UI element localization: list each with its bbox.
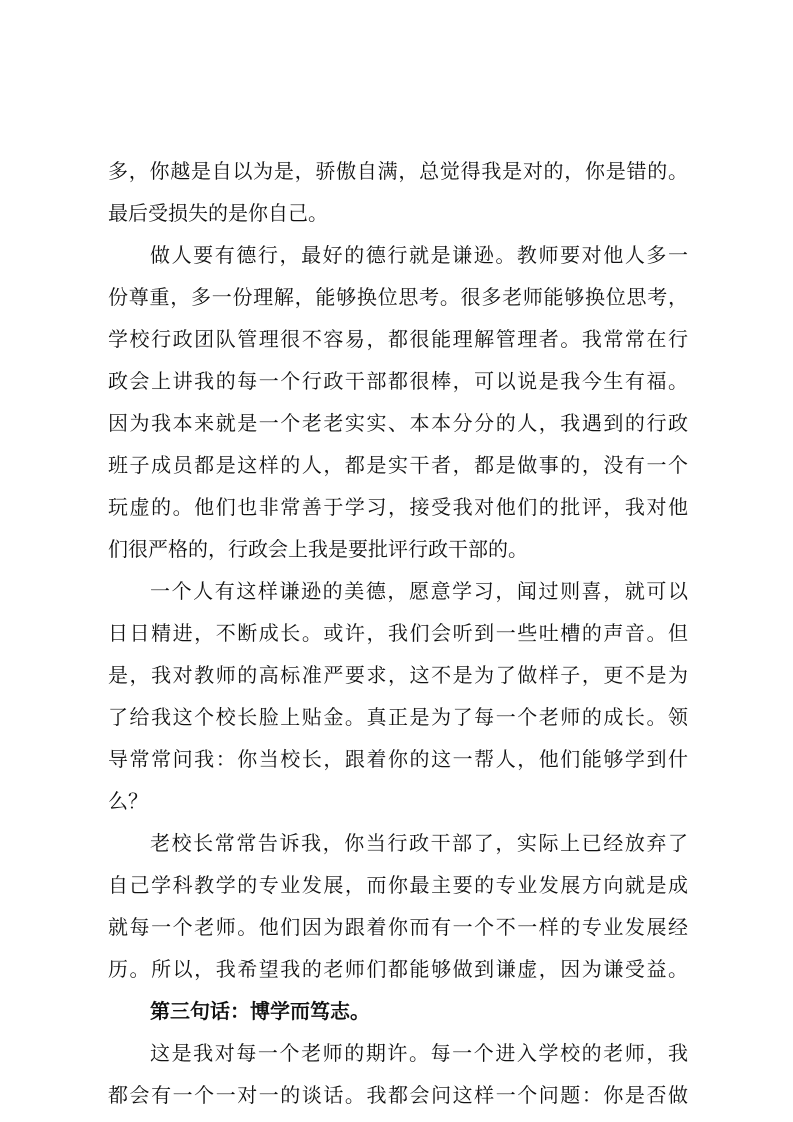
text-line: 了给我这个校长脸上贴金。真正是为了每一个老师的成长。领 — [108, 705, 688, 729]
text-line: 最后受损失的是你自己。 — [108, 201, 328, 225]
text-line: 政会上讲我的每一个行政干部都很棒，可以说是我今生有福。 — [108, 369, 688, 393]
text-line: 导常常问我：你当校长，跟着你的这一帮人，他们能够学到什 — [108, 747, 688, 771]
text-line: 老校长常常告诉我，你当行政干部了，实际上已经放弃了 — [150, 831, 688, 855]
text-line: 做人要有德行，最好的德行就是谦逊。教师要对他人多一 — [150, 243, 688, 267]
text-line: 因为我本来就是一个老老实实、本本分分的人，我遇到的行政 — [108, 411, 688, 435]
text-line: 自己学科教学的专业发展，而你最主要的专业发展方向就是成 — [108, 873, 688, 897]
text-line: 历。所以，我希望我的老师们都能够做到谦虚，因为谦受益。 — [108, 957, 688, 981]
text-line: 学校行政团队管理很不容易，都很能理解管理者。我常常在行 — [108, 327, 688, 351]
text-line: 一个人有这样谦逊的美德，愿意学习，闻过则喜，就可以 — [150, 579, 688, 603]
text-line: 这是我对每一个老师的期许。每一个进入学校的老师，我 — [150, 1041, 688, 1065]
text-line: 份尊重，多一份理解，能够换位思考。很多老师能够换位思考， — [108, 285, 688, 309]
text-line: 都会有一个一对一的谈话。我都会问这样一个问题：你是否做 — [108, 1083, 688, 1107]
text-line: 们很严格的，行政会上我是要批评行政干部的。 — [108, 537, 528, 561]
text-line: 日日精进，不断成长。或许，我们会听到一些吐槽的声音。但 — [108, 621, 688, 645]
text-line: 是，我对教师的高标准严要求，这不是为了做样子，更不是为 — [108, 663, 688, 687]
text-line: 玩虚的。他们也非常善于学习，接受我对他们的批评，我对他 — [108, 495, 688, 519]
section-heading: 第三句话：博学而笃志。 — [150, 999, 370, 1023]
document-page — [108, 150, 688, 1116]
text-line: 多，你越是自以为是，骄傲自满，总觉得我是对的，你是错的。 — [108, 159, 688, 183]
text-line: 么？ — [108, 789, 148, 813]
text-line: 班子成员都是这样的人，都是实干者，都是做事的，没有一个 — [108, 453, 688, 477]
text-line: 就每一个老师。他们因为跟着你而有一个不一样的专业发展经 — [108, 915, 688, 939]
